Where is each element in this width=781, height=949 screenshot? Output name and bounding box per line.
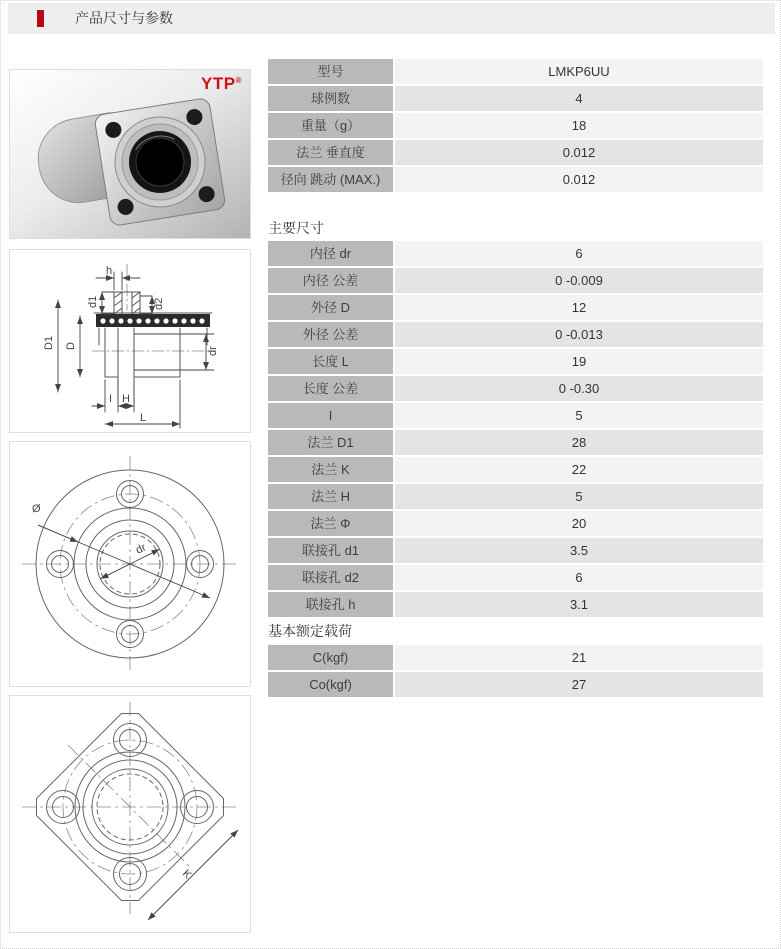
section-header-bar [8,3,775,34]
row-value: 0 -0.009 [395,268,763,293]
row-label: 联接孔 h [268,592,393,617]
square-flange-drawing [9,695,251,933]
table-row [268,113,763,138]
section-heading-load-ratings: 基本额定载荷 [268,623,352,639]
table-row [268,484,763,509]
row-value: LMKP6UU [395,59,763,84]
row-value: 18 [395,113,763,138]
section-heading-main-dimensions: 主要尺寸 [268,220,324,236]
main-dimensions-table [268,241,763,619]
row-label: 外径 公差 [268,322,393,347]
row-label: C(kgf) [268,645,393,670]
row-label: 法兰 K [268,457,393,482]
cross-section-svg [10,250,250,432]
page-title: 产品尺寸与参数 [75,10,173,26]
table-row [268,430,763,455]
row-label: Co(kgf) [268,672,393,697]
row-value: 0.012 [395,140,763,165]
dim-label-K: K [179,867,194,882]
table-row [268,538,763,563]
row-label: 内径 dr [268,241,393,266]
dim-label-D: D [65,342,77,350]
table-row [268,140,763,165]
table-row [268,565,763,590]
brand-logo-text: YTP [201,74,236,93]
red-accent-bar [37,10,44,27]
row-value: 0.012 [395,167,763,192]
row-value: 21 [395,645,763,670]
product-photo-figure [9,69,251,239]
row-value: 12 [395,295,763,320]
dim-label-H: H [122,393,130,405]
row-label: 球例数 [268,86,393,111]
row-value: 5 [395,403,763,428]
row-value: 22 [395,457,763,482]
row-label: 法兰 垂直度 [268,140,393,165]
table-row [268,672,763,697]
row-value: 6 [395,565,763,590]
round-flange-svg [10,442,250,686]
row-label: 联接孔 d2 [268,565,393,590]
row-value: 3.5 [395,538,763,563]
row-label: 型号 [268,59,393,84]
row-value: 27 [395,672,763,697]
row-label: 重量（g） [268,113,393,138]
table-row [268,59,763,84]
row-value: 28 [395,430,763,455]
table-row [268,645,763,670]
table-row [268,376,763,401]
flange-plate [94,98,226,227]
dim-label-diameter: Ø [32,503,41,515]
table-row [268,349,763,374]
row-label: 法兰 H [268,484,393,509]
table-row [268,592,763,617]
row-label: 法兰 Φ [268,511,393,536]
row-label: 法兰 D1 [268,430,393,455]
row-value: 20 [395,511,763,536]
row-value: 6 [395,241,763,266]
registered-mark: ® [235,76,242,85]
square-flange-svg [10,696,250,932]
basic-params-table [268,59,763,194]
row-label: I [268,403,393,428]
product-photo-illustration [10,70,250,238]
row-label: 外径 D [268,295,393,320]
table-row [268,322,763,347]
dim-label-dr: dr [207,346,219,356]
brand-logo [201,75,242,92]
row-value: 3.1 [395,592,763,617]
table-row [268,167,763,192]
dim-label-I: I [109,393,113,405]
load-ratings-table [268,645,763,699]
dim-label-d2: d2 [153,297,165,310]
dim-label-D1: D1 [43,335,55,350]
round-flange-drawing [9,441,251,687]
row-label: 内径 公差 [268,268,393,293]
cross-section-drawing [9,249,251,433]
row-label: 联接孔 d1 [268,538,393,563]
dim-label-d1: d1 [87,295,99,308]
table-row [268,511,763,536]
row-value: 5 [395,484,763,509]
table-row [268,295,763,320]
dim-label-h: h [106,265,113,277]
row-value: 4 [395,86,763,111]
row-value: 0 -0.30 [395,376,763,401]
row-value: 0 -0.013 [395,322,763,347]
row-label: 径向 跳动 (MAX.) [268,167,393,192]
table-row [268,86,763,111]
dim-label-L: L [140,412,147,424]
table-row [268,403,763,428]
table-row [268,268,763,293]
table-row [268,241,763,266]
table-row [268,457,763,482]
row-label: 长度 公差 [268,376,393,401]
dim-label-dr: dr [133,541,149,557]
row-value: 19 [395,349,763,374]
row-label: 长度 L [268,349,393,374]
